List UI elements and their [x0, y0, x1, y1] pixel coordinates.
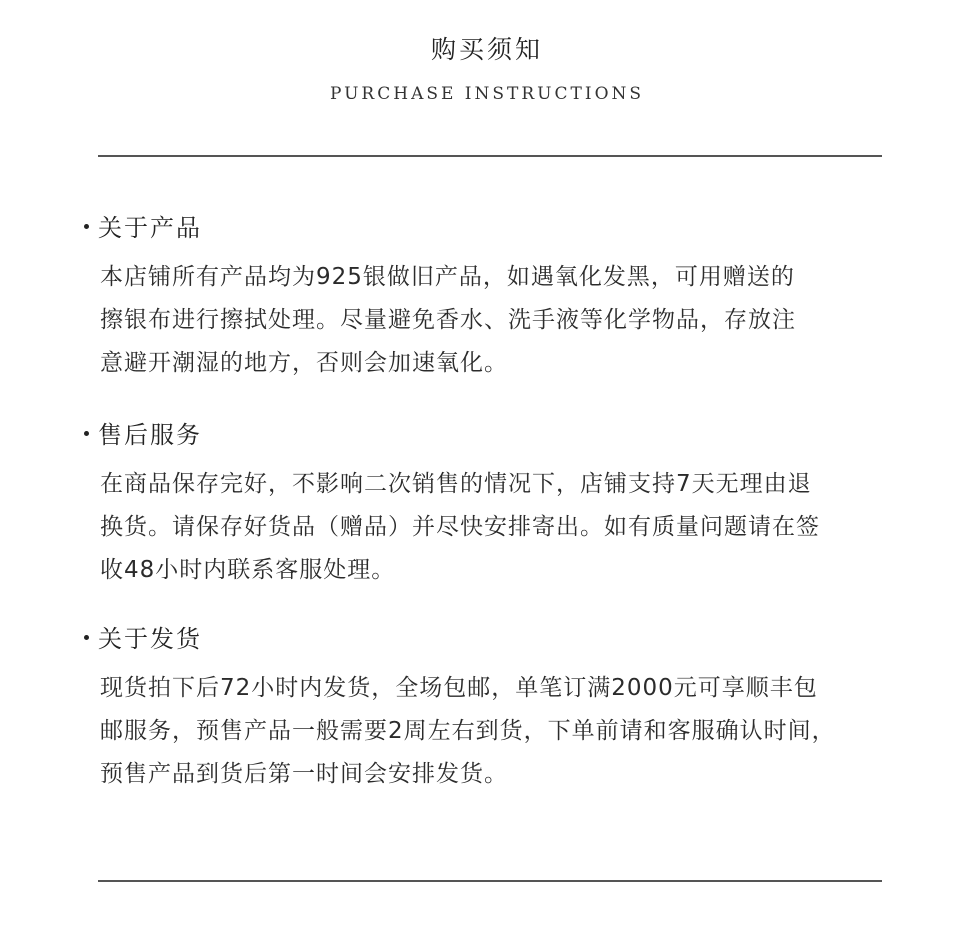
body-line: 意避开潮湿的地方，否则会加速氧化。 [100, 350, 508, 376]
section-after-sales [80, 415, 920, 592]
section-heading [80, 415, 920, 455]
section-heading [80, 619, 920, 659]
bullet-icon [84, 635, 89, 640]
section-title: 售后服务 [98, 421, 202, 449]
section-shipping [80, 619, 920, 796]
page-subtitle: PURCHASE INSTRUCTIONS [329, 84, 645, 104]
body-line: 在商品保存完好，不影响二次销售的情况下，店铺支持7天无理由退 [100, 471, 812, 497]
body-line: 收48小时内联系客服处理。 [100, 557, 396, 583]
body-line: 本店铺所有产品均为925银做旧产品，如遇氧化发黑，可用赠送的 [100, 264, 795, 290]
section-product [80, 208, 920, 385]
body-line: 邮服务，预售产品一般需要2周左右到货，下单前请和客服确认时间， [100, 718, 836, 744]
bullet-icon [84, 224, 89, 229]
page-title: 购买须知 [430, 35, 543, 64]
body-line: 预售产品到货后第一时间会安排发货。 [100, 761, 508, 787]
section-heading [80, 208, 920, 248]
section-body [80, 667, 920, 796]
top-divider [98, 155, 882, 157]
body-line: 换货。请保存好货品（赠品）并尽快安排寄出。如有质量问题请在签 [100, 514, 820, 540]
section-body [80, 463, 920, 592]
section-body [80, 256, 920, 385]
body-line: 擦银布进行擦拭处理。尽量避免香水、洗手液等化学物品，存放注 [100, 307, 796, 333]
body-line: 现货拍下后72小时内发货，全场包邮，单笔订满2000元可享顺丰包 [100, 675, 818, 701]
bullet-icon [84, 431, 89, 436]
section-title: 关于产品 [98, 214, 202, 242]
section-title: 关于发货 [98, 625, 202, 653]
bottom-divider [98, 880, 882, 882]
